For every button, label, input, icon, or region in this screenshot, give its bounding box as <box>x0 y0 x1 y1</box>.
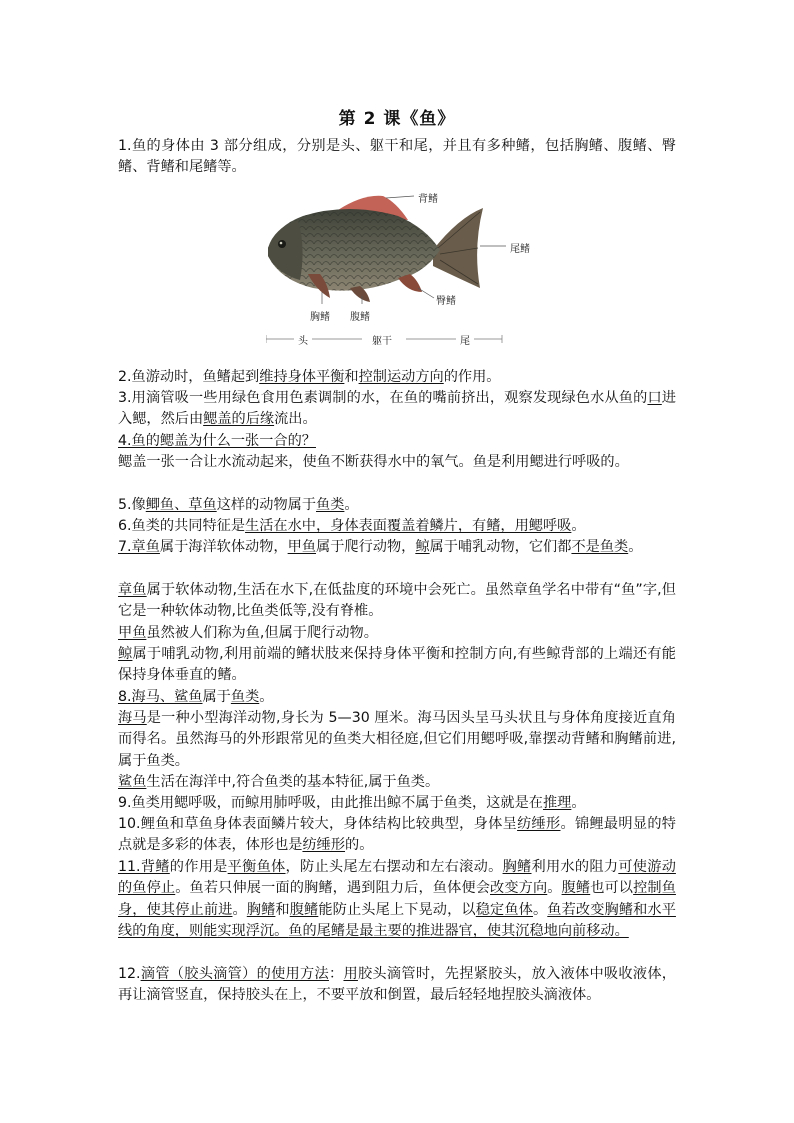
paragraph-8: 7.章鱼属于海洋软体动物，甲鱼属于爬行动物，鲸属于哺乳动物，它们都不是鱼类。 <box>118 539 643 555</box>
paragraph-17: 11.背鳍的作用是平衡鱼体，防止头尾左右摆动和左右滚动。胸鳍利用水的阻力可使游动的鱼停止。鱼若只伸展一面的胸鳍，遇到阻力后，鱼体便会改变方向。腹鳍也可以控制鱼身，使其停止前进。胸鳍和腹鳍能防止头尾上下晃动，以稳定鱼体。鱼若改变胸鳍和水平线的角度，则能实现浮沉。鱼的尾鳍是最主要的推进器官，使其沉稳地向前移动。 <box>118 859 676 940</box>
body-sections-axis <box>266 332 606 346</box>
label-caudal-fin: 尾鳍 <box>510 244 530 255</box>
paragraph-11: 鲸属于哺乳动物,利用前端的鳍状肢来保持身体平衡和控制方向,有些鲸背部的上端还有能保持身体垂直的鳍。 <box>118 646 676 684</box>
label-pectoral-fin: 胸鳍 <box>310 312 330 323</box>
paragraph-15: 9.鱼类用鳃呼吸，而鲸用肺呼吸，由此推出鲸不属于鱼类，这就是在推理。 <box>118 795 586 811</box>
paragraph-5: 鳃盖一张一合让水流动起来，使鱼不断获得水中的氧气。鱼是利用鳃进行呼吸的。 <box>118 454 629 470</box>
page-title: 第 2 课《鱼》 <box>338 109 456 129</box>
section-head: 头 <box>298 336 308 347</box>
paragraph-9: 章鱼属于软体动物,生活在水下,在低盐度的环境中会死亡。虽然章鱼学名中带有“鱼”字,但它是一种软体动物,比鱼类低等,没有脊椎。 <box>118 582 676 620</box>
paragraph-13: 海马是一种小型海洋动物,身长为 5—30 厘米。海马因头呈马头状且与身体角度接近直角而得名。虽然海马的外形跟常见的鱼类大相径庭,但它们用鳃呼吸,靠摆动背鳍和胸鳍前进,属于鱼类。 <box>118 710 676 769</box>
label-pelvic-fin: 腹鳍 <box>350 312 370 323</box>
paragraph-18: 12.滴管（胶头滴管）的使用方法：用胶头滴管时，先捏紧胶头，放入液体中吸收液体，再让滴管竖直，保持胶头在上，不要平放和倒置，最后轻轻地捏胶头滴液体。 <box>118 966 676 1004</box>
paragraph-3: 3.用滴管吸一些用绿色食用色素调制的水，在鱼的嘴前挤出，观察发现绿色水从鱼的口进入鳃，然后由鳃盖的后缘流出。 <box>118 390 676 428</box>
section-trunk: 躯干 <box>372 336 392 347</box>
paragraph-6: 5.像鲫鱼、草鱼这样的动物属于鱼类。 <box>118 497 359 513</box>
axis-lines <box>266 332 606 346</box>
paragraph-16: 10.鲤鱼和草鱼身体表面鳞片较大，身体结构比较典型，身体呈纺缍形。锦鲤最明显的特点就是多彩的体表，体形也是纺缍形的。 <box>118 816 676 854</box>
section-tail: 尾 <box>460 336 470 347</box>
paragraph-10: 甲鱼虽然被人们称为鱼,但属于爬行动物。 <box>118 625 378 641</box>
paragraph-14: 鲨鱼生活在海洋中,符合鱼类的基本特征,属于鱼类。 <box>118 774 440 790</box>
fish-diagram <box>258 188 548 348</box>
paragraph-4: 4.鱼的鳃盖为什么一张一合的？ <box>118 433 316 449</box>
paragraph-1: 1.鱼的身体由 3 部分组成，分别是头、躯干和尾，并且有多种鳍，包括胸鳍、腹鳍、臀鳍、背鳍和尾鳍等。 <box>118 138 676 176</box>
fish-illustration <box>258 188 548 348</box>
label-dorsal-fin: 背鳍 <box>418 194 438 205</box>
paragraph-2: 2.鱼游动时，鱼鳍起到维持身体平衡和控制运动方向的作用。 <box>118 369 501 385</box>
label-anal-fin: 臀鳍 <box>436 296 456 307</box>
paragraph-12: 8.海马、鲨鱼属于鱼类。 <box>118 689 274 705</box>
paragraph-7: 6.鱼类的共同特征是生活在水中，身体表面覆盖着鳞片，有鳍，用鳃呼吸。 <box>118 518 586 534</box>
